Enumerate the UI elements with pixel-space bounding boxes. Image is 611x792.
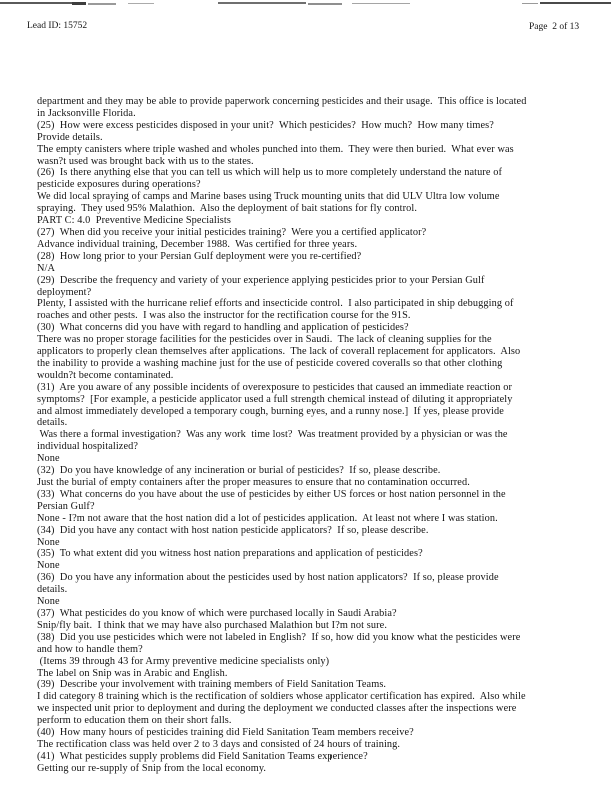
scan-artifact-segment: [72, 2, 86, 5]
document-line: in Jacksonville Florida.: [37, 107, 136, 119]
document-line: individual hospitalized?: [37, 441, 139, 453]
document-line: I did category 8 training which is the rectification of soldiers whose applicator certification has expired. Also while: [37, 691, 526, 703]
document-line: and almost immediately developed a temporary cough, burning eyes, and a runny nose.] If yes, please provide: [37, 405, 504, 417]
lead-id-label: Lead ID: 15752: [27, 21, 88, 31]
document-line: Was there a formal investigation? Was any work time lost? Was treatment provided by a physician or was the: [37, 429, 508, 441]
document-line: wouldn?t become contaminated.: [37, 369, 174, 381]
document-line: (Items 39 through 43 for Army preventive medicine specialists only): [37, 655, 330, 667]
document-line: None: [37, 596, 60, 608]
document-line: None: [37, 536, 60, 548]
document-line: roaches and other pests. I was also the instructor for the rectification course for the 91S.: [37, 310, 411, 322]
document-line: PART C: 4.0 Preventive Medicine Specialists: [37, 215, 231, 227]
scan-artifact-segment: [88, 3, 116, 5]
document-line: and how to handle them?: [37, 643, 143, 655]
document-line: (34) Did you have any contact with host nation pesticide applicators? If so, please describe.: [37, 524, 429, 536]
document-line: None - I?m not aware that the host nation did a lot of pesticides application. At least not where I was station.: [37, 512, 498, 524]
document-line: Advance individual training, December 1988. Was certified for three years.: [37, 238, 358, 250]
document-line: (32) Do you have knowledge of any incineration or burial of pesticides? If so, please describe.: [37, 465, 441, 477]
document-line: (38) Did you use pesticides which were not labeled in English? If so, how did you know what the pesticides were: [37, 631, 521, 643]
document-line: None: [37, 560, 60, 572]
document-line: (33) What concerns do you have about the use of pesticides by either US forces or host nation personnel in the: [37, 488, 506, 500]
scan-artifact-top-line: [0, 0, 611, 8]
scan-artifact-segment: [218, 2, 306, 4]
document-line: Just the burial of empty containers after the proper measures to ensure that no contamination occurred.: [37, 477, 470, 488]
document-line: There was no proper storage facilities for the pesticides over in Saudi. The lack of cleaning supplies for the: [37, 334, 492, 346]
scan-artifact-segment: [522, 3, 538, 4]
document-line: None: [37, 453, 60, 465]
document-line: (37) What pesticides do you know of which were purchased locally in Saudi Arabia?: [37, 607, 397, 619]
document-line: (39) Describe your involvement with training members of Field Sanitation Teams.: [37, 679, 387, 691]
document-line: The rectification class was held over 2 to 3 days and consisted of 24 hours of training.: [37, 738, 401, 750]
document-line: Getting our re-supply of Snip from the local economy.: [37, 762, 267, 774]
document-line: applicators to properly clean themselves after applications. The lack of coverall replacement for applicators. Also: [37, 346, 521, 358]
document-line: (25) How were excess pesticides disposed in your unit? Which pesticides? How much? How many times?: [37, 119, 494, 131]
document-line: (35) To what extent did you witness host nation preparations and application of pesticides?: [37, 548, 423, 560]
document-line: The label on Snip was in Arabic and English.: [37, 667, 228, 679]
scan-artifact-segment: [540, 2, 611, 4]
document-line: (40) How many hours of pesticides training did Field Sanitation Team members receive?: [37, 727, 414, 739]
document-line: N/A: [37, 262, 56, 274]
document-line: symptoms? [For example, a pesticide applicator used a full strength chemical instead of diluting it appropriately: [37, 393, 513, 405]
document-line: Plenty, I assisted with the hurricane relief efforts and insecticide control. I also participated in ship debugging of: [37, 298, 514, 310]
document-line: (36) Do you have any information about the pesticides used by host nation applicators? If so, please provide: [37, 572, 499, 584]
page-number-label: Page 2 of 13: [529, 22, 580, 32]
document-line: deployment?: [37, 286, 92, 298]
document-line: pesticide exposures during operations?: [37, 179, 201, 191]
scan-artifact-segment: [0, 2, 72, 4]
document-line: (26) Is there anything else that you can tell us which will help us to more completely understand the nature of: [37, 167, 502, 179]
document-line: (30) What concerns did you have with regard to handling and application of pesticides?: [37, 322, 409, 334]
document-line: Provide details.: [37, 131, 103, 143]
document-line: spraying. They used 95% Malathion. Also the deployment of bait stations for fly control.: [37, 203, 418, 215]
document-line: (28) How long prior to your Persian Gulf deployment were you re-certified?: [37, 250, 362, 262]
document-line: we inspected unit prior to deployment and during the deployment we conducted classes after the inspections were: [37, 703, 517, 715]
document-line: details.: [37, 584, 68, 596]
document-line: (27) When did you receive your initial pesticides training? Were you a certified applicator?: [37, 226, 427, 238]
document-line: Persian Gulf?: [37, 500, 95, 512]
document-line: We did local spraying of camps and Marine bases using Truck mounting units that did ULV Ultra low volume: [37, 191, 500, 203]
document-line: The empty canisters where triple washed and wholes punched into them. They were then buried. What ever was: [37, 143, 514, 155]
document-line: (29) Describe the frequency and variety of your experience applying pesticides prior to your Persian Gulf: [37, 274, 485, 286]
document-line: the inability to provide a washing machine just for the use of pesticide covered coveralls so that other clothing: [37, 357, 503, 369]
scan-artifact-segment: [308, 3, 342, 5]
document-line: Snip/fly bait. I think that we may have also purchased Malathion but I?m not sure.: [37, 619, 388, 631]
scan-artifact-segment: [128, 3, 154, 4]
document-line: perform to education them on their short falls.: [37, 715, 232, 727]
document-body: [37, 96, 597, 775]
document-line: department and they may be able to provide paperwork concerning pesticides and their usage. This office is located: [37, 96, 527, 107]
document-line: details.: [37, 417, 68, 429]
scan-artifact-segment: [352, 3, 410, 4]
document-line: wasn?t used was brought back with us to the states.: [37, 155, 254, 167]
document-line: (41) What pesticides supply problems did Field Sanitation Teams experience?: [37, 750, 368, 762]
document-line: (31) Are you aware of any possible incidents of overexposure to pesticides that caused an immediate reaction or: [37, 381, 512, 393]
